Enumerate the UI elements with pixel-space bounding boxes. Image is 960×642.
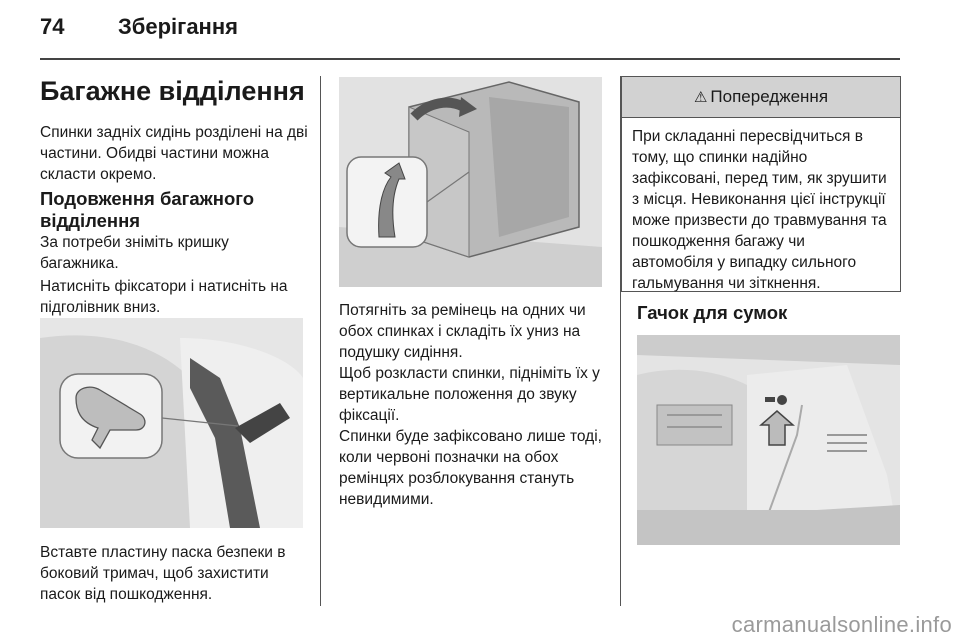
header-rule [40, 58, 900, 60]
warning-title: Попередження [710, 87, 829, 106]
warning-triangle-icon: ⚠ [693, 89, 708, 106]
warning-box [621, 76, 901, 292]
raise-seatback-text: Щоб розкласти спинки, підніміть їх у вертикальне положення до звуку фіксації. [339, 365, 600, 424]
insert-plate-text: Вставте пластину паска безпеки в боковий тримач, щоб захистити пасок від пошкодження. [40, 544, 286, 603]
bag-hook-figure [637, 335, 900, 545]
warning-header [622, 77, 900, 118]
subheading-bag-hook: Гачок для сумок [637, 302, 788, 323]
seatback-fold-figure [339, 77, 602, 287]
remove-cover-text: За потреби зніміть кришку багажника. [40, 234, 229, 272]
pull-strap-text: Потягніть за ремінець на одних чи обох спинках і складіть їх униз на подушку сидіння. [339, 302, 586, 361]
subheading-extend-luggage: Подовження багажного відділення [40, 188, 255, 231]
page-number: 74 [40, 14, 65, 39]
column-divider-1 [320, 76, 321, 606]
chapter-title: Зберігання [118, 14, 238, 39]
section-title: Багажне відділення [40, 76, 305, 106]
press-latches-text: Натисніть фіксатори і натисніть на підголівник вниз. [40, 278, 288, 316]
seatbelt-holder-figure [40, 318, 303, 528]
red-marks-text: Спинки буде зафіксовано лише тоді, коли червоні позначки на обох ремінцях розблокування стануть невидимими. [339, 428, 602, 508]
warning-text: При складанні пересвідчиться в тому, що спинки надійно зафіксовані, перед тим, як зрушити з місця. Невиконання цієї інструкції може призвести до травмування та пошкодження багажу чи автомобіля у випадку сильного гальмування чи зіткнення. [632, 128, 887, 292]
watermark: carmanualsonline.info [731, 612, 952, 637]
intro-paragraph: Спинки задніх сидінь розділені на дві частини. Обидві частини можна скласти окремо. [40, 124, 308, 183]
